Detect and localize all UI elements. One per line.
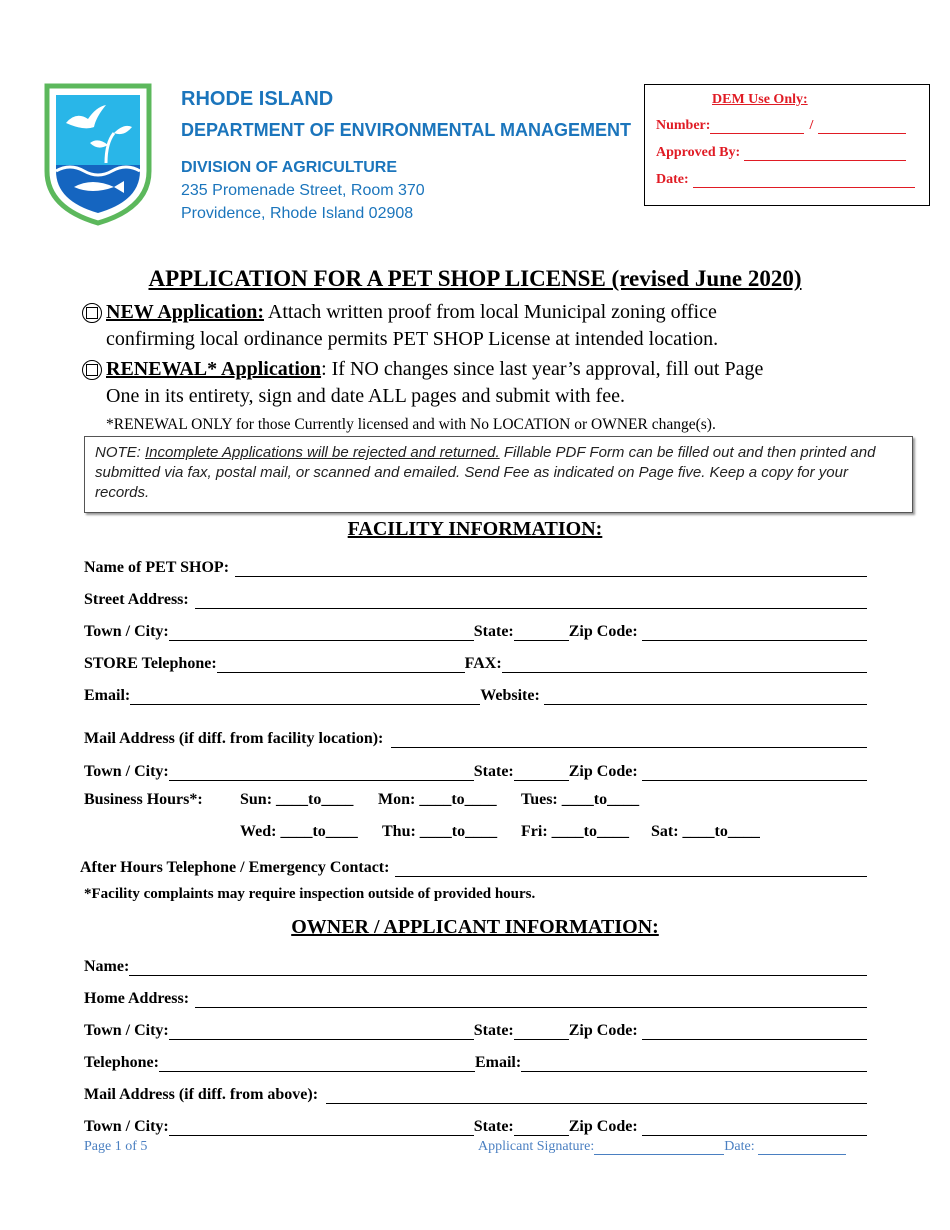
owner-mail-zip-label: Zip Code: — [568, 1118, 638, 1135]
hours-thursday[interactable]: Thu: ____to____ — [382, 823, 498, 840]
owner-mail-row — [84, 1082, 867, 1104]
facility-town-label: Town / City: — [84, 623, 169, 640]
page-title: APPLICATION FOR A PET SHOP LICENSE (revised June 2020) — [148, 266, 802, 291]
page-number: Page 1 of 5 — [84, 1139, 148, 1154]
ri-dem-logo — [44, 83, 152, 226]
facility-mail-field[interactable] — [391, 731, 867, 748]
owner-heading: OWNER / APPLICANT INFORMATION: — [291, 916, 659, 938]
owner-name-label: Name: — [84, 958, 130, 975]
facility-zip-label: Zip Code: — [568, 623, 638, 640]
pet-shop-name-label: Name of PET SHOP: — [84, 559, 230, 576]
owner-town-field[interactable] — [169, 1023, 474, 1040]
footer-signature — [478, 1139, 846, 1155]
pet-shop-name-row — [84, 555, 867, 577]
owner-name-field[interactable] — [129, 959, 867, 976]
owner-zip-label: Zip Code: — [568, 1022, 638, 1039]
owner-state-field[interactable] — [514, 1023, 569, 1040]
signature-label: Applicant Signature: — [478, 1139, 595, 1154]
hours-tuesday[interactable]: Tues: ____to____ — [521, 791, 640, 808]
owner-name-row — [84, 954, 867, 976]
dem-number-row — [656, 118, 906, 134]
hours-monday[interactable]: Mon: ____to____ — [378, 791, 497, 808]
facility-town-field[interactable] — [169, 624, 474, 641]
owner-town-label: Town / City: — [84, 1022, 169, 1039]
store-telephone-row — [84, 651, 867, 673]
renewal-application-option — [106, 356, 763, 410]
dem-approved-row — [656, 145, 906, 161]
store-telephone-label: STORE Telephone: — [84, 655, 217, 672]
note-warning: Incomplete Applications will be rejected and returned. — [145, 444, 500, 461]
dem-number-field-2[interactable] — [818, 119, 906, 134]
dem-date-row — [656, 172, 915, 188]
org-department: DEPARTMENT OF ENVIRONMENTAL MANAGEMENT — [181, 120, 631, 140]
signature-field[interactable] — [594, 1142, 724, 1155]
facility-mail-state-field[interactable] — [514, 764, 569, 781]
home-address-field[interactable] — [195, 991, 867, 1008]
after-hours-field[interactable] — [395, 860, 867, 877]
facility-mail-town-field[interactable] — [169, 764, 474, 781]
new-application-text: Attach written proof from local Municipal zoning office — [264, 301, 717, 323]
owner-mail-town-label: Town / City: — [84, 1118, 169, 1135]
owner-mail-state-field[interactable] — [514, 1119, 569, 1136]
facility-town-row — [84, 619, 867, 641]
business-hours-label: Business Hours*: — [84, 791, 203, 808]
facility-zip-field[interactable] — [642, 624, 867, 641]
home-address-label: Home Address: — [84, 990, 190, 1007]
owner-state-label: State: — [473, 1022, 514, 1039]
renewal-application-radio[interactable] — [82, 360, 102, 380]
org-name: RHODE ISLAND — [181, 88, 334, 110]
note-text: Fillable PDF Form can be filled out and then printed and submitted via fax, postal mail, or scanned and emailed. Send Fee as indicated on Page five. Keep a copy for your records. — [95, 444, 876, 501]
hours-saturday[interactable]: Sat: ____to____ — [651, 823, 760, 840]
facility-mail-zip-label: Zip Code: — [568, 763, 638, 780]
facility-email-label: Email: — [84, 687, 131, 704]
facility-mail-zip-field[interactable] — [642, 764, 867, 781]
store-telephone-field[interactable] — [217, 656, 465, 673]
fax-label: FAX: — [464, 655, 502, 672]
facility-mail-row — [84, 726, 867, 748]
owner-zip-field[interactable] — [642, 1023, 867, 1040]
renewal-application-label: RENEWAL* Application — [106, 358, 322, 380]
hours-sunday[interactable]: Sun: ____to____ — [240, 791, 354, 808]
facility-mail-town-label: Town / City: — [84, 763, 169, 780]
owner-mail-town-field[interactable] — [169, 1119, 474, 1136]
facility-heading: FACILITY INFORMATION: — [347, 518, 603, 540]
after-hours-label: After Hours Telephone / Emergency Contact: — [80, 859, 390, 876]
facility-footnote: *Facility complaints may require inspection outside of provided hours. — [84, 886, 536, 902]
facility-mail-town-row — [84, 759, 867, 781]
website-field[interactable] — [544, 688, 867, 705]
owner-mail-state-label: State: — [473, 1118, 514, 1135]
renewal-application-text: : If NO changes since last year’s approval, fill out Page — [321, 358, 764, 380]
hours-wednesday[interactable]: Wed: ____to____ — [240, 823, 358, 840]
street-address-label: Street Address: — [84, 591, 189, 608]
owner-mail-label: Mail Address (if diff. from above): — [84, 1086, 319, 1103]
org-division: DIVISION OF AGRICULTURE — [181, 159, 397, 176]
dem-number-separator: / — [809, 118, 814, 133]
dem-number-label: Number: — [656, 118, 711, 133]
facility-mail-state-label: State: — [473, 763, 514, 780]
dem-approved-field[interactable] — [744, 146, 906, 161]
owner-mail-zip-field[interactable] — [642, 1119, 867, 1136]
dem-approved-label: Approved By: — [656, 145, 741, 160]
dem-date-field[interactable] — [693, 173, 915, 188]
facility-mail-label: Mail Address (if diff. from facility location): — [84, 730, 384, 747]
owner-telephone-label: Telephone: — [84, 1054, 159, 1071]
facility-state-field[interactable] — [514, 624, 569, 641]
facility-state-label: State: — [473, 623, 514, 640]
org-address-line2: Providence, Rhode Island 02908 — [181, 205, 414, 222]
owner-mail-field[interactable] — [326, 1087, 867, 1104]
new-application-text-2: confirming local ordinance permits PET SHOP License at intended location. — [106, 328, 719, 350]
owner-email-label: Email: — [474, 1054, 522, 1071]
pet-shop-name-field[interactable] — [235, 560, 867, 577]
owner-email-field[interactable] — [521, 1055, 867, 1072]
owner-telephone-row — [84, 1050, 867, 1072]
note-prefix: NOTE: — [95, 444, 146, 461]
new-application-radio[interactable] — [82, 303, 102, 323]
new-application-label: NEW Application: — [106, 301, 264, 323]
after-hours-row — [80, 855, 867, 877]
dem-date-label: Date: — [656, 172, 689, 187]
footer-date-label: Date: — [724, 1139, 755, 1154]
owner-telephone-field[interactable] — [159, 1055, 475, 1072]
facility-email-field[interactable] — [130, 688, 480, 705]
new-application-option — [106, 299, 718, 353]
renewal-application-text-2: One in its entirety, sign and date ALL pages and submit with fee. — [106, 385, 625, 407]
renewal-note: *RENEWAL ONLY for those Currently licensed and with No LOCATION or OWNER change(s). — [106, 416, 716, 433]
website-label: Website: — [480, 687, 540, 704]
facility-email-row — [84, 683, 867, 705]
dem-number-field[interactable] — [710, 119, 804, 134]
fax-field[interactable] — [502, 656, 867, 673]
footer-date-field[interactable] — [758, 1142, 846, 1155]
street-address-field[interactable] — [195, 592, 867, 609]
org-address-line1: 235 Promenade Street, Room 370 — [181, 182, 425, 199]
owner-mail-town-row — [84, 1114, 867, 1136]
hours-friday[interactable]: Fri: ____to____ — [521, 823, 629, 840]
checkbox-square-icon — [86, 364, 98, 376]
owner-town-row — [84, 1018, 867, 1040]
home-address-row — [84, 986, 867, 1008]
street-address-row — [84, 587, 867, 609]
dem-box-title: DEM Use Only: — [712, 92, 808, 107]
note-box — [84, 436, 913, 513]
checkbox-square-icon — [86, 307, 98, 319]
